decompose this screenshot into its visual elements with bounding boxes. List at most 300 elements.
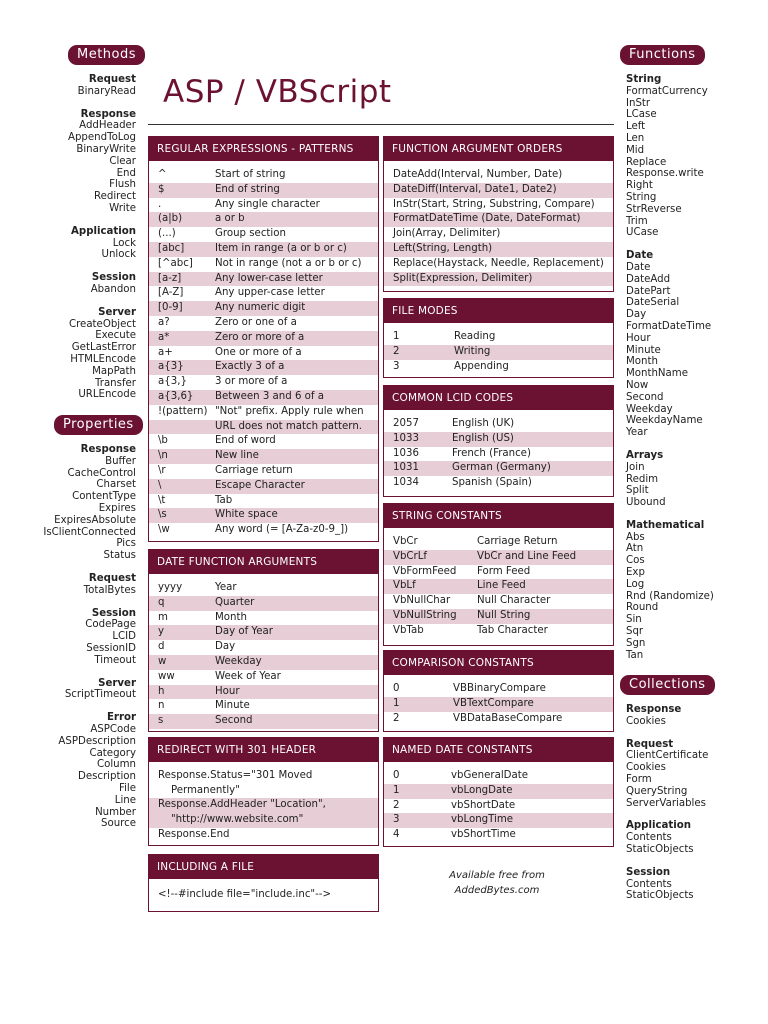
functions-item: Sgn [626, 637, 646, 649]
properties-item: ASPCode [90, 723, 136, 735]
methods-item: AppendToLog [67, 132, 136, 144]
properties-item: Column [96, 759, 136, 771]
methods-item: Clear [109, 155, 136, 167]
methods-list [8, 74, 136, 401]
date_args-value: Weekday [215, 655, 262, 667]
regex-key: [0-9] [158, 302, 183, 314]
lcid-value: English (US) [452, 432, 514, 444]
string_consts-key: VbNullString [393, 609, 457, 621]
regex-row [149, 168, 378, 183]
regex-box [148, 136, 379, 542]
functions-item: Len [626, 132, 645, 144]
lcid-key: 1036 [393, 447, 419, 459]
comparison-title: COMPARISON CONSTANTS [384, 651, 613, 675]
lcid-row [384, 432, 613, 447]
regex-value: a or b [215, 213, 245, 225]
date_args-value: Minute [215, 700, 250, 712]
regex-value: Any numeric digit [215, 302, 306, 314]
properties-item: LCID [112, 631, 136, 643]
string_consts-row [384, 609, 613, 624]
collections-group-heading: Response [626, 704, 682, 715]
regex-row [149, 375, 378, 390]
date_args-row [149, 670, 378, 685]
date_args-row [149, 714, 378, 729]
redirect-line: Permanently" [158, 784, 240, 796]
regex-value: Exactly 3 of a [215, 361, 285, 373]
include-box [148, 854, 379, 912]
date_args-key: m [158, 611, 168, 623]
functions-item: Atn [626, 543, 644, 555]
functions-item: Abs [626, 531, 645, 543]
properties-group-heading: Error [106, 712, 136, 724]
regex-key: \r [158, 464, 166, 476]
functions-item: Sqr [626, 626, 644, 638]
properties-heading: Properties [54, 415, 143, 435]
date_args-key: s [158, 715, 164, 727]
properties-item: Category [89, 747, 136, 759]
properties-item: ScriptTimeout [64, 689, 136, 701]
properties-item: CodePage [85, 619, 136, 631]
comparison-row [384, 712, 613, 727]
date_args-key: w [158, 655, 167, 667]
collections-item: ClientCertificate [626, 750, 709, 762]
functions-item: Join [626, 461, 645, 473]
string_consts-key: VbLf [393, 580, 416, 592]
func_args-row: InStr(Start, String, Substring, Compare) [393, 198, 595, 210]
func_args-row: DateAdd(Interval, Number, Date) [393, 169, 563, 180]
redirect-line: Response.AddHeader "Location", [149, 798, 378, 813]
functions-group-heading: Date [626, 250, 654, 262]
regex-value: Any word (= [A-Za-z0-9_]) [215, 524, 349, 536]
methods-item: BinaryWrite [76, 143, 136, 155]
regex-row [149, 420, 378, 435]
functions-item: String [626, 191, 657, 203]
regex-row [149, 227, 378, 242]
file_modes-key: 1 [393, 331, 400, 342]
regex-title: REGULAR EXPRESSIONS - PATTERNS [149, 137, 378, 161]
title-divider [148, 124, 614, 125]
lcid-value: French (France) [452, 447, 531, 459]
file_modes-row [384, 345, 613, 360]
regex-row [149, 242, 378, 257]
regex-value: Any lower-case letter [215, 272, 323, 284]
func_args-row: Split(Expression, Delimiter) [384, 272, 613, 287]
regex-value: 3 or more of a [215, 376, 288, 388]
regex-key: \w [158, 524, 170, 536]
named_dates-key: 4 [393, 829, 400, 841]
regex-value: Item in range (a or b or c) [215, 242, 347, 254]
functions-item: Mid [626, 144, 645, 156]
collections-item: Contents [626, 832, 672, 844]
named-dates-box [383, 737, 614, 847]
functions-item: DatePart [626, 285, 671, 297]
date_args-row [149, 625, 378, 640]
methods-item: URLEncode [78, 389, 136, 401]
functions-item: Left [626, 121, 646, 133]
include-line: <!--#include file="include.inc"--> [158, 889, 332, 900]
collections-list [626, 704, 764, 902]
named_dates-value: vbLongTime [451, 814, 514, 826]
comparison-key: 2 [393, 712, 400, 724]
file_modes-key: 2 [393, 345, 400, 357]
named_dates-row [384, 769, 613, 784]
regex-value: Zero or more of a [215, 331, 305, 343]
date_args-key: ww [158, 670, 175, 682]
properties-item: ExpiresAbsolute [54, 514, 136, 526]
regex-value: Between 3 and 6 of a [215, 390, 324, 402]
redirect-line: "http://www.website.com" [149, 813, 378, 828]
properties-item: Status [103, 550, 136, 562]
functions-item: MonthName [626, 368, 688, 380]
regex-value: End of string [215, 183, 280, 195]
methods-item: Unlock [101, 249, 136, 261]
named_dates-key: 0 [393, 770, 400, 781]
regex-value: New line [215, 450, 259, 462]
file_modes-key: 3 [393, 360, 400, 372]
date_args-row [149, 596, 378, 611]
functions-item: DateAdd [626, 273, 671, 285]
regex-row [149, 286, 378, 301]
methods-item: Execute [95, 330, 136, 342]
functions-item: InStr [626, 97, 651, 109]
named_dates-row [384, 813, 613, 828]
regex-row [149, 212, 378, 227]
collections-heading: Collections [620, 675, 715, 695]
regex-key: \ [158, 479, 162, 491]
lcid-key: 1034 [393, 477, 419, 489]
func_args-row: Left(String, Length) [384, 242, 613, 257]
regex-value: Tab [215, 494, 233, 506]
date_args-row [149, 699, 378, 714]
regex-key: a+ [158, 346, 173, 358]
lcid-row [384, 417, 613, 432]
methods-item: Lock [112, 237, 136, 249]
methods-item: MapPath [92, 365, 136, 377]
regex-value: Carriage return [215, 464, 293, 476]
regex-key: . [158, 198, 162, 210]
footer [383, 868, 611, 898]
properties-item: SessionID [86, 642, 136, 654]
methods-item: GetLastError [71, 342, 136, 354]
date_args-key: q [158, 596, 165, 608]
regex-key: [^abc] [158, 257, 193, 269]
regex-row [149, 479, 378, 494]
functions-item: Minute [626, 344, 661, 356]
functions-item: LCase [626, 109, 657, 121]
date-args-box [148, 549, 379, 732]
regex-key: a{3} [158, 361, 184, 373]
comparison-box [383, 650, 614, 732]
redirect-line: Response.Status="301 Moved [158, 770, 313, 781]
methods-item: AddHeader [79, 120, 136, 132]
methods-item: Transfer [95, 377, 136, 389]
named_dates-key: 3 [393, 814, 400, 826]
regex-row [149, 405, 378, 420]
regex-value: White space [215, 509, 278, 521]
functions-item: Month [626, 356, 658, 368]
collections-item: Cookies [626, 762, 666, 774]
date_args-row [149, 640, 378, 655]
string_consts-key: VbTab [393, 624, 424, 636]
string_consts-key: VbFormFeed [393, 565, 457, 577]
file_modes-row [384, 330, 613, 345]
properties-item: Source [101, 818, 136, 830]
lcid-row [384, 476, 613, 491]
regex-key: \s [158, 509, 167, 521]
regex-value: Not in range (not a or b or c) [215, 257, 362, 269]
regex-row [149, 494, 378, 509]
named_dates-value: vbShortTime [451, 829, 516, 841]
redirect-line: Response.End [158, 828, 230, 840]
string_consts-key: VbCrLf [393, 550, 427, 562]
collections-item: Form [626, 773, 652, 785]
functions-item: Redim [626, 473, 659, 485]
properties-item: Description [77, 771, 136, 783]
regex-key: ^ [158, 169, 167, 180]
string_consts-row [384, 594, 613, 609]
functions-list [626, 74, 764, 661]
properties-item: Charset [96, 479, 136, 491]
comparison-key: 0 [393, 683, 400, 694]
named_dates-row [384, 784, 613, 799]
regex-value: Escape Character [215, 479, 305, 491]
methods-item: BinaryRead [77, 85, 136, 97]
date_args-value: Day of Year [215, 626, 273, 638]
regex-key: [A-Z] [158, 287, 184, 299]
date_args-row [149, 655, 378, 670]
date_args-value: Month [215, 611, 247, 623]
methods-item: End [116, 167, 136, 179]
file_modes-value: Appending [454, 360, 509, 372]
properties-group-heading: Server [98, 677, 136, 689]
lcid-box [383, 385, 614, 497]
lcid-value: Spanish (Spain) [452, 477, 532, 489]
functions-item: FormatCurrency [626, 85, 708, 97]
lcid-row [384, 447, 613, 462]
regex-row [149, 198, 378, 213]
methods-item: CreateObject [68, 318, 136, 330]
collections-item: Contents [626, 878, 672, 890]
string_consts-value: VbCr and Line Feed [477, 550, 577, 562]
named_dates-key: 1 [393, 784, 400, 796]
functions-item: WeekdayName [626, 415, 703, 427]
properties-item: File [118, 782, 136, 794]
functions-item: Weekday [626, 403, 673, 415]
properties-item: ASPDescription [58, 735, 136, 747]
date_args-key: d [158, 641, 165, 653]
methods-group-heading: Request [88, 74, 136, 85]
functions-item: Round [626, 602, 659, 614]
collections-item: StaticObjects [626, 890, 694, 902]
collections-group-heading: Session [626, 866, 671, 878]
regex-row [149, 316, 378, 331]
lcid-key: 1031 [393, 462, 419, 474]
regex-row [149, 272, 378, 287]
footer-line1: Available free from [449, 870, 545, 881]
functions-group-heading: Arrays [626, 449, 664, 461]
collections-item: StaticObjects [626, 843, 694, 855]
regex-value: Group section [215, 228, 286, 240]
regex-key: !(pattern) [158, 405, 208, 417]
string_consts-value: Tab Character [477, 624, 548, 636]
functions-item: StrReverse [626, 203, 682, 215]
string_consts-value: Line Feed [477, 580, 526, 592]
date_args-value: Hour [215, 685, 240, 697]
comparison-row [384, 697, 613, 712]
methods-heading: Methods [68, 45, 145, 65]
string_consts-value: Null Character [477, 595, 551, 607]
regex-key: $ [158, 183, 165, 195]
properties-item: Pics [116, 538, 136, 550]
regex-row [149, 346, 378, 361]
regex-value: Any single character [215, 198, 320, 210]
functions-item: Second [626, 391, 664, 403]
regex-value: One or more of a [215, 346, 302, 358]
redirect-box [148, 737, 379, 846]
func_args-row: FormatDateTime (Date, DateFormat) [384, 212, 613, 227]
regex-row [149, 449, 378, 464]
named-dates-title: NAMED DATE CONSTANTS [384, 738, 613, 762]
lcid-key: 1033 [393, 432, 419, 444]
string_consts-row [384, 579, 613, 594]
regex-value: URL does not match pattern. [215, 420, 363, 432]
properties-item: IsClientConnected [43, 526, 136, 538]
functions-item: Hour [626, 332, 651, 344]
functions-item: Log [626, 578, 645, 590]
properties-item: Line [114, 794, 136, 806]
properties-list [8, 444, 136, 830]
methods-item: Redirect [93, 191, 136, 203]
properties-item: TotalBytes [83, 584, 136, 596]
properties-group-heading: Session [91, 607, 136, 619]
functions-group-heading: Mathematical [626, 519, 705, 531]
functions-item: Tan [626, 649, 644, 661]
properties-item: CacheControl [67, 467, 136, 479]
lcid-row [384, 461, 613, 476]
functions-item: Date [626, 261, 651, 273]
regex-key: [abc] [158, 242, 185, 254]
date_args-key: n [158, 700, 165, 712]
date_args-row [149, 581, 378, 596]
methods-item: Write [109, 202, 136, 214]
functions-item: Split [626, 485, 649, 497]
properties-item: Buffer [105, 455, 136, 467]
comparison-value: VBTextCompare [453, 697, 534, 709]
func_args-row: Replace(Haystack, Needle, Replacement) [393, 257, 604, 269]
string_consts-value: Carriage Return [477, 536, 558, 547]
string_consts-row [384, 535, 613, 550]
functions-item: Day [626, 309, 647, 321]
functions-item: Right [626, 180, 653, 192]
func-args-box [383, 136, 614, 292]
string_consts-row [384, 624, 613, 639]
regex-key: a{3,6} [158, 390, 194, 402]
date_args-row [149, 685, 378, 700]
file_modes-value: Writing [454, 345, 491, 357]
regex-key: (...) [158, 228, 176, 240]
file-modes-box [383, 298, 614, 378]
regex-key: a? [158, 316, 170, 328]
methods-group-heading: Server [98, 306, 136, 318]
functions-item: Response.write [626, 168, 704, 180]
file_modes-value: Reading [454, 331, 496, 342]
string_consts-key: VbNullChar [393, 595, 451, 607]
functions-item: Rnd (Randomize) [626, 590, 714, 602]
regex-value: Any upper-case letter [215, 287, 325, 299]
footer-line2: AddedBytes.com [454, 885, 540, 896]
func_args-row: DateDiff(Interval, Date1, Date2) [384, 183, 613, 198]
functions-item: UCase [626, 227, 659, 239]
functions-item: Year [626, 427, 648, 439]
regex-value: "Not" prefix. Apply rule when [215, 405, 364, 417]
file-modes-title: FILE MODES [384, 299, 613, 323]
regex-row [149, 301, 378, 316]
regex-value: Zero or one of a [215, 316, 297, 328]
lcid-value: German (Germany) [452, 462, 551, 474]
named_dates-key: 2 [393, 799, 400, 811]
named_dates-value: vbShortDate [451, 799, 516, 811]
string_consts-key: VbCr [393, 536, 418, 547]
comparison-row [384, 682, 613, 697]
functions-item: Now [626, 379, 649, 391]
regex-row [149, 390, 378, 405]
regex-row [149, 434, 378, 449]
date_args-key: y [158, 626, 165, 638]
regex-key: a{3,} [158, 376, 187, 388]
regex-key: \n [158, 450, 168, 462]
comparison-key: 1 [393, 697, 400, 709]
string-consts-title: STRING CONSTANTS [384, 504, 613, 528]
regex-key: \b [158, 435, 168, 447]
date_args-value: Day [215, 641, 236, 653]
date_args-key: yyyy [158, 582, 183, 593]
functions-item: FormatDateTime [626, 320, 712, 332]
named_dates-row [384, 799, 613, 814]
regex-row [149, 183, 378, 198]
functions-item: Ubound [626, 497, 666, 509]
properties-item: Number [95, 806, 136, 818]
regex-value: Start of string [215, 169, 286, 180]
collections-item: QueryString [626, 785, 688, 797]
methods-item: HTMLEncode [70, 353, 136, 365]
regex-key: [a-z] [158, 272, 182, 284]
string_consts-value: Form Feed [477, 565, 531, 577]
methods-group-heading: Session [91, 272, 136, 284]
named_dates-value: vbLongDate [451, 784, 513, 796]
named_dates-value: vbGeneralDate [451, 770, 528, 781]
regex-row [149, 464, 378, 479]
methods-group-heading: Response [80, 108, 136, 120]
collections-group-heading: Request [626, 738, 674, 750]
date_args-row [149, 611, 378, 626]
func_args-row: Join(Array, Delimiter) [393, 228, 501, 240]
date_args-value: Second [215, 715, 253, 727]
string_consts-row [384, 550, 613, 565]
regex-key: (a|b) [158, 213, 183, 225]
collections-item: Cookies [626, 715, 666, 727]
properties-group-heading: Response [80, 444, 136, 455]
regex-row [149, 257, 378, 272]
regex-row [149, 360, 378, 375]
functions-item: Cos [626, 555, 645, 567]
properties-group-heading: Request [88, 572, 136, 584]
regex-row [149, 331, 378, 346]
lcid-key: 2057 [393, 418, 419, 429]
lcid-value: English (UK) [452, 418, 515, 429]
functions-item: DateSerial [626, 297, 680, 309]
comparison-value: VBBinaryCompare [453, 683, 546, 694]
named_dates-row [384, 828, 613, 843]
